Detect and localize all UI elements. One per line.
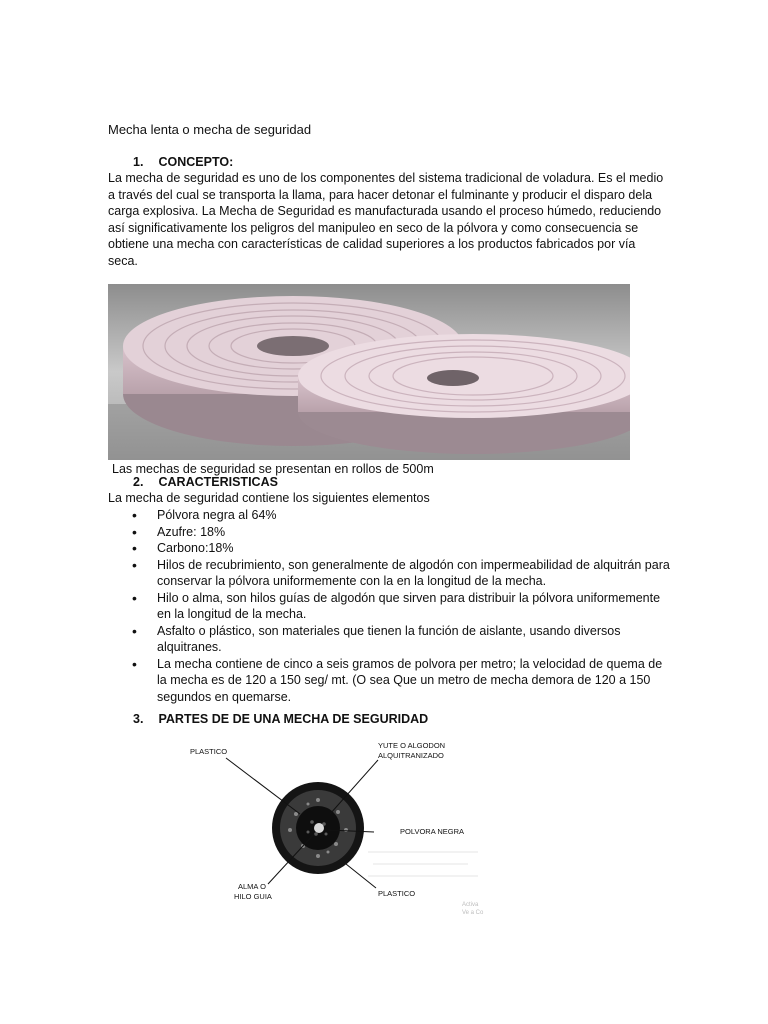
section-1-heading — [133, 155, 233, 169]
label-plastico-bottom: PLASTICO — [378, 889, 416, 898]
section-2-number: 2. — [133, 475, 144, 489]
section-2-title: CARACTERISTICAS — [158, 475, 278, 489]
fuse-rolls-photo — [108, 284, 630, 460]
list-item: • Carbono:18% — [132, 540, 672, 557]
section-3-number: 3. — [133, 712, 144, 726]
section-3-title: PARTES DE DE UNA MECHA DE SEGURIDAD — [158, 712, 429, 726]
photo-caption: Las mechas de seguridad se presentan en rollos de 500m — [112, 462, 434, 476]
concept-paragraph: La mecha de seguridad es uno de los componentes del sistema tradicional de voladura. Es el medio a través del cual se transporta la llama, para hacer detonar el fulminante y producir el disparo dela carga explosiva. La Mecha de Seguridad es manufacturada usando el proceso húmedo, reduciendo así significativamente los peligros del manipuleo en seco de la pólvora y como consecuencia se obtiene una mecha con características de calidad superiores a los productos fabricados por vía seca. — [108, 171, 664, 268]
label-yute-line2: ALQUITRANIZADO — [378, 751, 444, 760]
list-item: • Asfalto o plástico, son materiales que tienen la función de aislante, usando diversos alquitranes. — [132, 623, 672, 656]
watermark-line1: Activa — [462, 902, 479, 908]
list-item: • Pólvora negra al 64% — [132, 507, 672, 524]
label-polvora: POLVORA NEGRA — [400, 827, 465, 836]
section-1-number: 1. — [133, 155, 144, 169]
list-item: • Azufre: 18% — [132, 524, 672, 541]
list-item: • Hilos de recubrimiento, son generalmente de algodón con impermeabilidad de alquitrán para conservar la pólvora uniformemente con la en la longitud de la mecha. — [132, 557, 672, 590]
document-title: Mecha lenta o mecha de seguridad — [108, 122, 312, 137]
label-yute-line1: YUTE O ALGODON — [378, 741, 446, 750]
label-plastico-top: PLASTICO — [190, 747, 228, 756]
characteristics-intro: La mecha de seguridad contiene los siguientes elementos — [108, 491, 430, 505]
characteristics-list — [132, 507, 672, 705]
list-item: • La mecha contiene de cinco a seis gramos de polvora per metro; la velocidad de quema de la mecha es de 120 a 150 seg/ mt. (O sea Que un metro de mecha demora de 120 a 150 segundos en quemarse. — [132, 656, 672, 706]
watermark-line2: Ve a Co — [462, 910, 484, 916]
label-alma-line1: ALMA O — [238, 882, 266, 891]
fuse-cross-section — [178, 734, 498, 920]
section-1-title: CONCEPTO: — [158, 155, 234, 169]
section-2-heading — [133, 475, 278, 489]
list-item: • Hilo o alma, son hilos guías de algodón que sirven para distribuir la pólvora uniformemente en la longitud de la mecha. — [132, 590, 672, 623]
fuse-parts-diagram — [178, 734, 498, 920]
section-3-heading — [133, 712, 428, 726]
label-alma-line2: HILO GUIA — [234, 892, 272, 901]
fuse-rolls-illustration — [108, 284, 630, 460]
